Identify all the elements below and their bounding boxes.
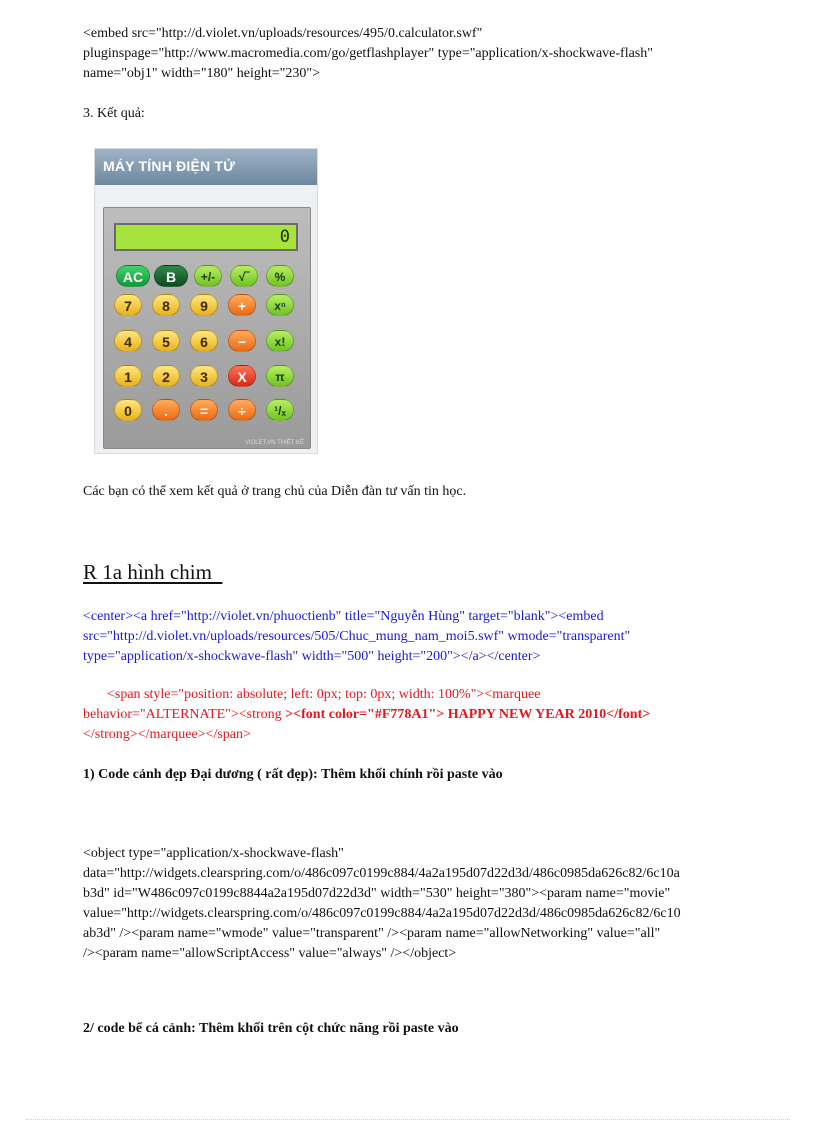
calc-key-plus-minus[interactable]: +/- xyxy=(194,265,222,287)
code-line: pluginspage="http://www.macromedia.com/go/getflashplayer" type="application/x-shockwave-flash" xyxy=(83,46,653,61)
code-line: <embed src="http://d.violet.vn/uploads/resources/495/0.calculator.swf" xyxy=(83,26,483,41)
calc-key-ac[interactable]: AC xyxy=(116,265,150,287)
code-line: name="obj1" width="180" height="230"> xyxy=(83,66,320,81)
center-embed-code xyxy=(83,607,773,667)
calculator-title: MÁY TÍNH ĐIỆN TỬ xyxy=(103,158,236,174)
calculator-body xyxy=(103,207,311,449)
calculator-credit: VIOLET.VN THIẾT KẾ xyxy=(244,440,304,446)
code-line: /><param name="allowScriptAccess" value="always" /></object> xyxy=(83,946,457,961)
aquarium-section-title: 2/ code bể cá cảnh: Thêm khối trên cột chức năng rồi paste vào xyxy=(83,1021,459,1036)
calc-key-power[interactable]: xⁿ xyxy=(266,294,294,316)
calc-key-9[interactable]: 9 xyxy=(190,294,218,316)
calc-key-2[interactable]: 2 xyxy=(152,365,180,387)
calc-key-equals[interactable]: = xyxy=(190,399,218,421)
calc-key-factorial[interactable]: x! xyxy=(266,330,294,352)
code-line: type="application/x-shockwave-flash" width="500" height="200"></a></center> xyxy=(83,649,541,664)
calc-key-6[interactable]: 6 xyxy=(190,330,218,352)
code-fragment-bold: ><font color="#F778A1"> HAPPY NEW YEAR 2010</font> xyxy=(285,707,651,722)
calc-key-subtract[interactable]: − xyxy=(228,330,256,352)
calc-key-7[interactable]: 7 xyxy=(114,294,142,316)
code-line: <object type="application/x-shockwave-flash" xyxy=(83,846,344,861)
code-line: data="http://widgets.clearspring.com/o/486c097c0199c884/4a2a195d07d22d3d/486c0985da626c82/6c10a xyxy=(83,866,680,881)
calculator-display xyxy=(114,223,298,251)
code-line: b3d" id="W486c097c0199c8844a2a195d07d22d3d" width="530" height="380"><param name="movie" xyxy=(83,886,671,901)
calc-key-5[interactable]: 5 xyxy=(152,330,180,352)
code-fragment: behavior="ALTERNATE"><strong xyxy=(83,707,286,722)
code-line xyxy=(83,705,773,725)
ocean-section-title: 1) Code cảnh đẹp Đại dương ( rất đẹp): Thêm khối chính rồi paste vào xyxy=(83,767,503,782)
code-line: value="http://widgets.clearspring.com/o/486c097c0199c884/4a2a195d07d22d3d/486c0985da626c82/6c10 xyxy=(83,906,681,921)
calc-key-0[interactable]: 0 xyxy=(114,399,142,421)
calc-key-sqrt[interactable]: √‾ xyxy=(230,265,258,287)
marquee-code xyxy=(83,685,773,745)
calc-key-decimal[interactable]: . xyxy=(152,399,180,421)
code-line: </strong></marquee></span> xyxy=(83,727,251,742)
object-code-block xyxy=(83,844,773,964)
result-label: 3. Kết quả: xyxy=(83,106,145,121)
page-divider xyxy=(26,1119,790,1120)
calculator-widget xyxy=(94,148,318,454)
code-line: <center><a href="http://violet.vn/phuoctienb" title="Nguyễn Hùng" target="blank"><embed xyxy=(83,609,604,624)
code-line: <span style="position: absolute; left: 0px; top: 0px; width: 100%"><marquee xyxy=(107,687,541,702)
calc-key-1[interactable]: 1 xyxy=(114,365,142,387)
section-heading: R 1a hình chim xyxy=(83,560,223,584)
calc-key-add[interactable]: + xyxy=(228,294,256,316)
calculator-display-value: 0 xyxy=(279,227,290,247)
code-line: src="http://d.violet.vn/uploads/resources/505/Chuc_mung_nam_moi5.swf" wmode="transparent" xyxy=(83,629,631,644)
calc-key-backspace[interactable]: B xyxy=(154,265,188,287)
embed-code-block xyxy=(83,24,773,84)
calc-key-pi[interactable]: π xyxy=(266,365,294,387)
calc-key-multiply[interactable]: X xyxy=(228,365,256,387)
calc-key-percent[interactable]: % xyxy=(266,265,294,287)
calc-key-4[interactable]: 4 xyxy=(114,330,142,352)
calc-key-divide[interactable]: ÷ xyxy=(228,399,256,421)
result-note: Các bạn có thể xem kết quả ở trang chủ của Diễn đàn tư vấn tin học. xyxy=(83,484,467,499)
code-line: ab3d" /><param name="wmode" value="transparent" /><param name="allowNetworking" value="all" xyxy=(83,926,661,941)
calc-key-8[interactable]: 8 xyxy=(152,294,180,316)
calculator-title-bar xyxy=(95,149,317,185)
calc-key-reciprocal[interactable]: ¹/ₓ xyxy=(266,399,294,421)
calc-key-3[interactable]: 3 xyxy=(190,365,218,387)
